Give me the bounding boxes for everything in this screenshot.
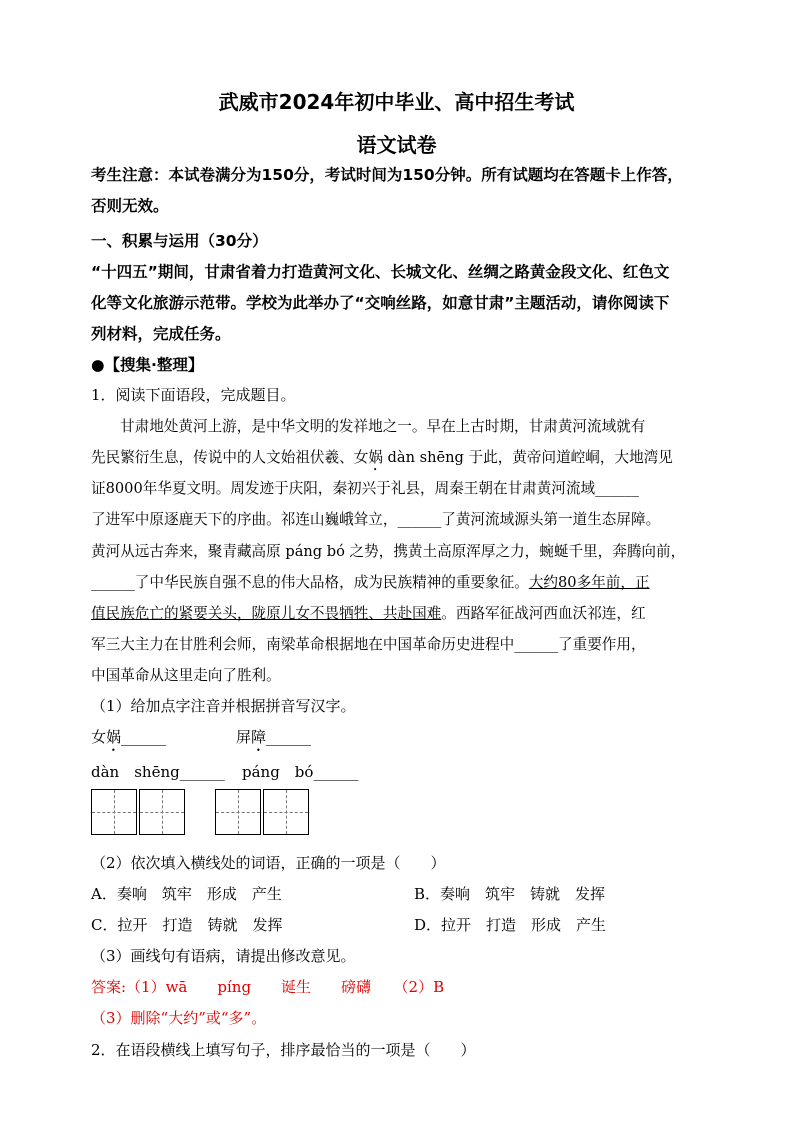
option-d: D．拉开 打造 形成 产生 [414, 916, 607, 934]
passage-line-4: 了进军中原逐鹿天下的序曲。祁连山巍峨耸立，______了黄河流域源头第一道生态屏障。 [91, 511, 661, 528]
answer-line-2: （3）删除“大约”或“多”。 [91, 1009, 267, 1027]
blank: ______ [266, 728, 312, 746]
answer-line-1: 答案:（1）wā píng 诞生 磅礴 （2）B [91, 978, 445, 996]
pinyin-write-d: páng bó______ [242, 763, 359, 781]
tianzi-grid-box [91, 789, 137, 835]
tianzi-grid-box [139, 789, 185, 835]
notice-line-1: 考生注意：本试卷满分为150分，考试时间为150分钟。所有试题均在答题卡上作答， [91, 166, 683, 184]
option-b: B．奏响 筑牢 铸就 发挥 [414, 885, 606, 903]
char: 女 [91, 728, 107, 746]
section-intro-3: 列材料，完成任务。 [91, 325, 231, 343]
passage-line-7 [91, 602, 646, 623]
tianzi-grid-box [263, 789, 309, 835]
passage-line-5: 黄河从远古奔来，聚青藏高原 páng bó 之势，携黄土高原浑厚之力，蜿蜒千里，奔腾向前， [91, 543, 686, 560]
collect-subheading: ●【搜集·整理】 [91, 356, 204, 374]
passage-line-1: 甘肃地处黄河上游，是中华文明的发祥地之一。早在上古时期，甘肃黄河流域就有 [120, 418, 646, 435]
underlined-sentence: 值民族危亡的紧要关头，陇原儿女不畏牺牲、共赴国难 [91, 605, 442, 622]
sub-question-2-prompt: （2）依次填入横线处的词语，正确的一项是（ ） [91, 854, 446, 872]
section-intro-1: “十四五”期间，甘肃省着力打造黄河文化、长城文化、丝绸之路黄金段文化、红色文 [91, 263, 670, 281]
tianzi-grid-box [215, 789, 261, 835]
exam-subtitle: 语文试卷 [356, 133, 437, 157]
passage-text: 先民繁衍生息，传说中的人文始祖伏羲、女 [91, 449, 369, 466]
pinyin-blank-b [236, 726, 311, 755]
option-a: A．奏响 筑牢 形成 产生 [91, 885, 282, 903]
passage-line-6 [91, 571, 650, 592]
passage-line-8: 军三大主力在甘胜利会师，南梁革命根据地在中国革命历史进程中______了重要作用， [91, 636, 646, 653]
pinyin-write-c: dàn shēng______ [91, 763, 225, 781]
passage-line-9: 中国革命从这里走向了胜利。 [91, 667, 281, 684]
blank: ______ [121, 728, 167, 746]
passage-line-3: 证8000年华夏文明。周发迹于庆阳，秦初兴于礼县，周秦王朝在甘肃黄河流域______ [91, 480, 639, 497]
passage-line-2 [91, 446, 673, 474]
question-2-stem: 2．在语段横线上填写句子，排序最恰当的一项是（ ） [91, 1041, 476, 1059]
section-intro-2: 化等文化旅游示范带。学校为此举办了“交响丝路，如意甘肃”主题活动，请你阅读下 [91, 294, 670, 312]
exam-title: 武威市2024年初中毕业、高中招生考试 [218, 90, 575, 114]
sub-question-1-prompt: （1）给加点字注音并根据拼音写汉字。 [91, 697, 356, 715]
pinyin-blank-a [91, 726, 166, 755]
dotted-char: 娲 [106, 728, 122, 746]
underlined-sentence: 大约80多年前，正 [528, 574, 650, 591]
notice-line-2: 否则无效。 [91, 197, 169, 215]
passage-text: dàn shēng 于此，黄帝问道崆峒，大地湾见 [382, 449, 673, 466]
dotted-char: 障 [251, 728, 267, 746]
passage-text: ______了中华民族自强不息的伟大品格，成为民族精神的重要象征。 [91, 574, 529, 591]
sub-question-3-prompt: （3）画线句有语病，请提出修改意见。 [91, 947, 356, 965]
dotted-char: 娲 [368, 449, 383, 466]
option-c: C．拉开 打造 铸就 发挥 [91, 916, 283, 934]
question-1-stem: 1．阅读下面语段，完成题目。 [91, 386, 296, 404]
section-heading: 一、积累与运用（30分） [91, 232, 268, 250]
char: 屏 [236, 728, 252, 746]
passage-text: 。西路军征战河西血沃祁连，红 [441, 605, 646, 622]
